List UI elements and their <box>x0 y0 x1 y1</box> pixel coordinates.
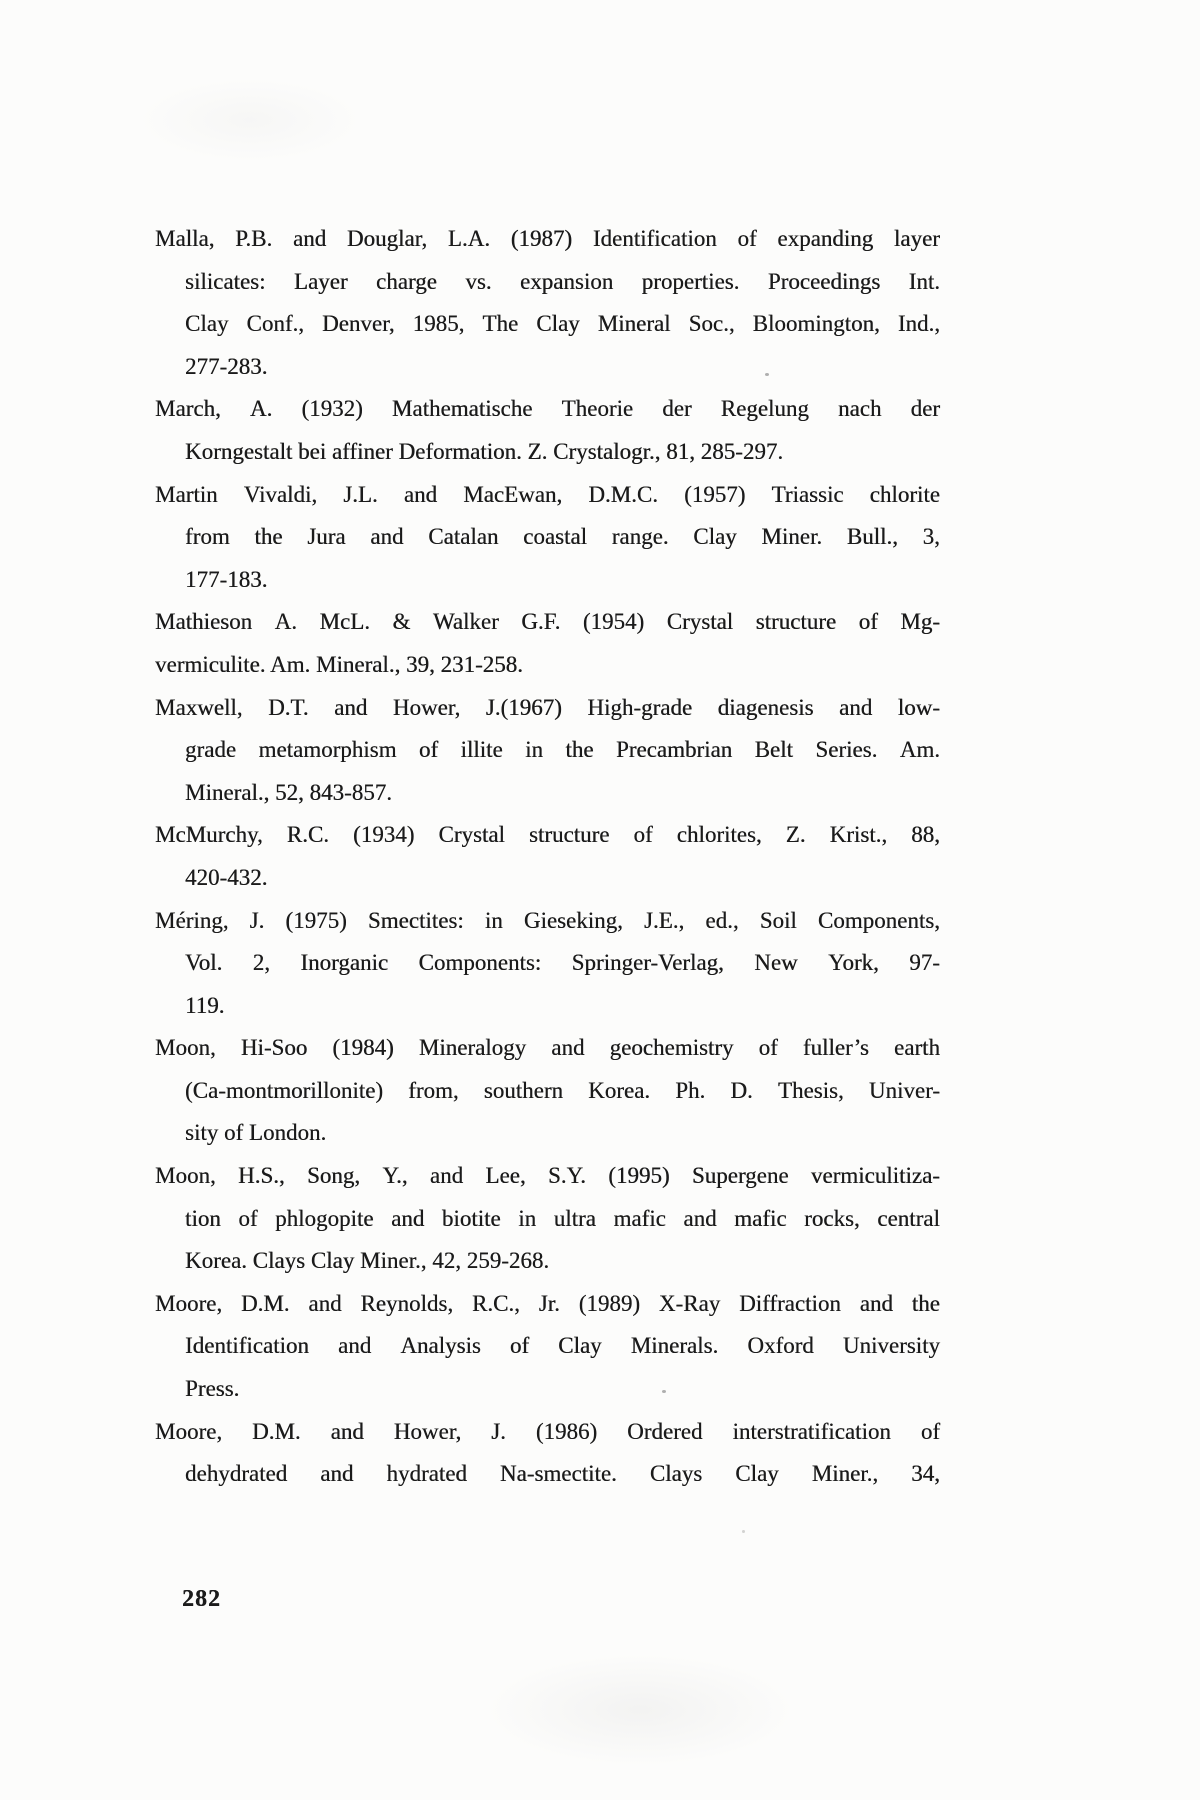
reference-line: Martin Vivaldi, J.L. and MacEwan, D.M.C. (1957) Triassic chlorite <box>155 481 940 507</box>
reference-line: Press. <box>185 1376 240 1402</box>
reference-line: Moon, Hi-Soo (1984) Mineralogy and geochemistry of fuller’s earth <box>155 1035 940 1061</box>
reference-line: sity of London. <box>185 1120 327 1146</box>
scan-speck <box>742 1530 745 1533</box>
reference-entry <box>155 900 940 1028</box>
reference-entry <box>155 1155 940 1283</box>
reference-line: Mineral., 52, 843-857. <box>185 779 392 805</box>
reference-entry <box>155 601 940 686</box>
reference-line: Korea. Clays Clay Miner., 42, 259-268. <box>185 1248 550 1274</box>
reference-line: tion of phlogopite and biotite in ultra mafic and mafic rocks, central <box>185 1205 940 1231</box>
reference-line: dehydrated and hydrated Na-smectite. Clays Clay Miner., 34, <box>185 1461 940 1487</box>
reference-line: Identification and Analysis of Clay Minerals. Oxford University <box>185 1333 940 1359</box>
reference-line: Korngestalt bei affiner Deformation. Z. Crystalogr., 81, 285-297. <box>185 438 784 464</box>
reference-line: Mathieson A. McL. & Walker G.F. (1954) Crystal structure of Mg- <box>155 609 940 635</box>
page-number: 282 <box>182 1586 221 1612</box>
reference-entry <box>155 1411 940 1496</box>
reference-line: grade metamorphism of illite in the Precambrian Belt Series. Am. <box>185 737 940 763</box>
scan-speck <box>765 373 769 376</box>
references-list <box>155 218 940 1496</box>
reference-entry <box>155 687 940 815</box>
reference-line: vermiculite. Am. Mineral., 39, 231-258. <box>155 651 523 677</box>
reference-line: Vol. 2, Inorganic Components: Springer-Verlag, New York, 97- <box>185 950 940 976</box>
reference-line: Moore, D.M. and Reynolds, R.C., Jr. (1989) X-Ray Diffraction and the <box>155 1290 940 1316</box>
scan-speck <box>662 1390 666 1393</box>
reference-entry <box>155 1283 940 1411</box>
reference-line: (Ca-montmorillonite) from, southern Korea. Ph. D. Thesis, Univer- <box>185 1077 940 1103</box>
reference-entry <box>155 814 940 899</box>
reference-line: 119. <box>185 992 225 1018</box>
reference-line: 277-283. <box>185 353 268 379</box>
reference-entry <box>155 218 940 388</box>
reference-entry <box>155 474 940 602</box>
reference-line: Moore, D.M. and Hower, J. (1986) Ordered interstratification of <box>155 1418 940 1444</box>
reference-line: Clay Conf., Denver, 1985, The Clay Mineral Soc., Bloomington, Ind., <box>185 311 940 337</box>
reference-line: Méring, J. (1975) Smectites: in Gieseking, J.E., ed., Soil Components, <box>155 907 940 933</box>
reference-entry <box>155 1027 940 1155</box>
reference-entry <box>155 388 940 473</box>
reference-line: 177-183. <box>185 566 268 592</box>
reference-line: 420-432. <box>185 864 268 890</box>
reference-line: March, A. (1932) Mathematische Theorie der Regelung nach der <box>155 396 940 422</box>
reference-line: from the Jura and Catalan coastal range. Clay Miner. Bull., 3, <box>185 524 940 550</box>
reference-line: silicates: Layer charge vs. expansion properties. Proceedings Int. <box>185 268 940 294</box>
reference-line: Malla, P.B. and Douglar, L.A. (1987) Identification of expanding layer <box>155 226 940 251</box>
reference-line: Moon, H.S., Song, Y., and Lee, S.Y. (1995) Supergene vermiculitiza- <box>155 1163 940 1189</box>
reference-line: McMurchy, R.C. (1934) Crystal structure of chlorites, Z. Krist., 88, <box>155 822 940 848</box>
reference-line: Maxwell, D.T. and Hower, J.(1967) High-grade diagenesis and low- <box>155 694 940 720</box>
